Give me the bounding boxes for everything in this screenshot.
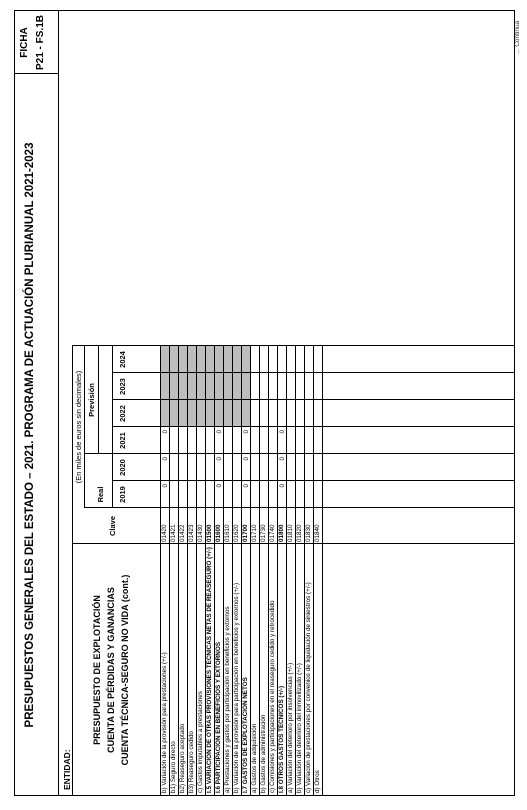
- value-cell[interactable]: [179, 346, 187, 372]
- value-cell[interactable]: [305, 373, 313, 399]
- value-cell[interactable]: [296, 373, 304, 399]
- value-cell[interactable]: [215, 400, 223, 426]
- row-code: 01421: [170, 524, 177, 542]
- value-cell[interactable]: [314, 454, 322, 480]
- value-cell[interactable]: [278, 400, 286, 426]
- value-cell[interactable]: [188, 454, 196, 480]
- value-cell[interactable]: [296, 400, 304, 426]
- row-description: c) Variación de prestaciones por convenios de liquidación de siniestros (+/-): [305, 582, 312, 793]
- row-description: d) Otros: [314, 770, 321, 793]
- row-code: 01810: [287, 524, 294, 542]
- value-cell[interactable]: [296, 454, 304, 480]
- row-description: b) Variación de la provisión para participación en beneficios y extornos (+/-): [233, 582, 240, 793]
- row-code: 01610: [224, 524, 231, 542]
- value-cell[interactable]: [188, 481, 196, 507]
- row-code: 01710: [251, 524, 258, 542]
- row-code: 01740: [269, 524, 276, 542]
- value-cell[interactable]: [305, 346, 313, 372]
- value-cell[interactable]: [224, 427, 232, 453]
- value-cell[interactable]: 0: [279, 430, 286, 434]
- value-cell[interactable]: [260, 400, 268, 426]
- value-cell[interactable]: [161, 400, 169, 426]
- value-cell[interactable]: [215, 373, 223, 399]
- value-cell[interactable]: [224, 346, 232, 372]
- value-cell[interactable]: [233, 481, 241, 507]
- value-cell[interactable]: [188, 427, 196, 453]
- value-cell[interactable]: [170, 400, 178, 426]
- row-description: I.8 OTROS GASTOS TÉCNICOS (+/-): [278, 685, 285, 793]
- value-cell[interactable]: [233, 400, 241, 426]
- real-line: [112, 346, 113, 508]
- value-cell[interactable]: [242, 373, 250, 399]
- units-label: (En miles de euros sin decimales): [74, 370, 83, 484]
- year-header-2022: 2022: [118, 405, 127, 422]
- value-cell[interactable]: [188, 373, 196, 399]
- value-cell[interactable]: [287, 400, 295, 426]
- row-description: c) Gastos imputables a prestaciones: [197, 691, 204, 793]
- value-cell[interactable]: [233, 454, 241, 480]
- value-cell[interactable]: [197, 427, 205, 453]
- prevision-header: Previsión: [87, 383, 96, 417]
- value-cell[interactable]: [224, 373, 232, 399]
- row-code: 01420: [161, 524, 168, 542]
- value-cell[interactable]: [224, 400, 232, 426]
- value-cell[interactable]: [224, 481, 232, 507]
- value-cell[interactable]: [260, 481, 268, 507]
- row-description: I.7 GASTOS DE EXPLOTACIÓN NETOS: [242, 677, 249, 793]
- row-code: 01430: [197, 524, 204, 542]
- value-cell[interactable]: [170, 427, 178, 453]
- value-cell[interactable]: 0: [243, 430, 250, 434]
- value-cell[interactable]: [206, 346, 214, 372]
- value-cell[interactable]: [224, 454, 232, 480]
- value-cell[interactable]: [260, 373, 268, 399]
- value-cell[interactable]: [179, 454, 187, 480]
- row-description: b2) Reaseguro aceptado: [179, 723, 186, 793]
- value-cell[interactable]: 0: [162, 430, 169, 434]
- row-description: b) Variación del deterioro del inmovilizado (+/-): [296, 663, 303, 793]
- value-cell[interactable]: [206, 400, 214, 426]
- value-cell[interactable]: [314, 481, 322, 507]
- value-cell[interactable]: [287, 373, 295, 399]
- continua-note: ... Continúa: [514, 20, 521, 54]
- value-cell[interactable]: [314, 427, 322, 453]
- value-cell[interactable]: [269, 346, 277, 372]
- value-cell[interactable]: [197, 346, 205, 372]
- table-title-3: CUENTA TÉCNICA-SEGURO NO VIDA (cont.): [120, 574, 130, 766]
- value-cell[interactable]: 0: [279, 484, 286, 488]
- row-description: a) Gastos de adquisición: [251, 723, 258, 793]
- value-cell[interactable]: [179, 481, 187, 507]
- value-cell[interactable]: [314, 346, 322, 372]
- row-description: c) Comisiones y participaciones en el reaseguro cedido y retrocedido: [269, 600, 276, 793]
- year-header-2019: 2019: [118, 486, 127, 503]
- value-cell[interactable]: [161, 373, 169, 399]
- row-code: 01500: [206, 524, 213, 542]
- value-cell[interactable]: [287, 427, 295, 453]
- value-cell[interactable]: [242, 400, 250, 426]
- value-cell[interactable]: 0: [243, 484, 250, 488]
- value-cell[interactable]: [197, 400, 205, 426]
- value-cell[interactable]: [179, 427, 187, 453]
- ficha-code: P21 - FS.1B: [35, 14, 46, 71]
- value-cell[interactable]: [269, 373, 277, 399]
- page-title: PRESUPUESTOS GENERALES DEL ESTADO – 2021. PROGRAMA DE ACTUACIÓN PLURIANUAL 2021-2023: [24, 142, 36, 728]
- value-cell[interactable]: 0: [216, 430, 223, 434]
- value-cell[interactable]: [251, 400, 259, 426]
- real-header: Real: [96, 486, 105, 503]
- value-cell[interactable]: [179, 400, 187, 426]
- value-cell[interactable]: 0: [216, 484, 223, 488]
- value-cell[interactable]: [206, 427, 214, 453]
- table-top: [72, 346, 73, 796]
- value-cell[interactable]: [197, 481, 205, 507]
- value-cell[interactable]: [197, 454, 205, 480]
- value-cell[interactable]: [206, 481, 214, 507]
- value-cell[interactable]: [233, 346, 241, 372]
- row-description: a) Prestaciones y gastos por participación en beneficios y extornos: [224, 606, 231, 793]
- row-description: b) Variación de la provisión para prestaciones (+/-): [161, 652, 168, 793]
- year-header-2023: 2023: [118, 378, 127, 395]
- value-cell[interactable]: [305, 481, 313, 507]
- row-code: 01700: [242, 524, 249, 542]
- value-cell[interactable]: [170, 346, 178, 372]
- value-cell[interactable]: [287, 346, 295, 372]
- table-title-2: CUENTA DE PÉRDIDAS Y GANANCIAS: [106, 587, 116, 753]
- row-description: b1) Seguro directo: [170, 741, 177, 793]
- value-cell[interactable]: [287, 481, 295, 507]
- value-cell[interactable]: [251, 346, 259, 372]
- value-cell[interactable]: [314, 400, 322, 426]
- row-code: 01422: [179, 524, 186, 542]
- entidad-label: ENTIDAD:: [62, 749, 72, 790]
- row-code: 01830: [305, 524, 312, 542]
- value-cell[interactable]: [206, 454, 214, 480]
- row-code: 01620: [233, 524, 240, 542]
- value-cell[interactable]: [251, 454, 259, 480]
- clave-header: Clave: [108, 516, 117, 537]
- value-cell[interactable]: [278, 373, 286, 399]
- value-cell[interactable]: [242, 346, 250, 372]
- value-cell[interactable]: [251, 373, 259, 399]
- value-cell[interactable]: [233, 373, 241, 399]
- value-cell[interactable]: [278, 346, 286, 372]
- value-cell[interactable]: [170, 373, 178, 399]
- value-cell[interactable]: [233, 427, 241, 453]
- value-cell[interactable]: [296, 346, 304, 372]
- row-code: 01730: [260, 524, 267, 542]
- value-cell[interactable]: [251, 427, 259, 453]
- value-cell[interactable]: [287, 454, 295, 480]
- year-header-2020: 2020: [118, 459, 127, 476]
- value-cell[interactable]: [305, 427, 313, 453]
- value-cell[interactable]: [170, 454, 178, 480]
- row-code: 01423: [188, 524, 195, 542]
- value-cell[interactable]: 0: [243, 457, 250, 461]
- row-description: I.5 VARIACIÓN DE OTRAS PROVISIONES TÉCNICAS NETAS DE REASEGURO (+/-): [206, 547, 213, 793]
- prevision-line: [98, 346, 99, 454]
- value-cell[interactable]: [197, 373, 205, 399]
- value-cell[interactable]: [260, 427, 268, 453]
- value-cell[interactable]: [305, 454, 313, 480]
- value-cell[interactable]: [188, 346, 196, 372]
- value-cell[interactable]: [269, 400, 277, 426]
- year-header-2021: 2021: [118, 432, 127, 449]
- value-cell[interactable]: [269, 481, 277, 507]
- row-code: 01840: [314, 524, 321, 542]
- value-cell[interactable]: [179, 373, 187, 399]
- value-cell[interactable]: 0: [216, 457, 223, 461]
- row-code: 01800: [278, 524, 285, 542]
- row-description: I.6 PARTICIPACIÓN EN BENEFICIOS Y EXTORNOS: [215, 642, 222, 793]
- row-line: [322, 346, 323, 796]
- row-description: a) Variación del deterioro por insolvencias (+/-): [287, 662, 294, 793]
- value-cell[interactable]: [260, 346, 268, 372]
- value-cell[interactable]: [260, 454, 268, 480]
- value-cell[interactable]: [314, 373, 322, 399]
- value-cell[interactable]: 0: [162, 457, 169, 461]
- table-title-1: PRESUPUESTO DE EXPLOTACIÓN: [92, 595, 102, 745]
- value-cell[interactable]: [269, 427, 277, 453]
- value-cell[interactable]: 0: [279, 457, 286, 461]
- units-line: [84, 346, 85, 508]
- value-cell[interactable]: [188, 400, 196, 426]
- value-cell[interactable]: [206, 373, 214, 399]
- value-cell[interactable]: [296, 427, 304, 453]
- row-description: b3) Reaseguro cedido: [188, 731, 195, 793]
- value-cell[interactable]: [161, 346, 169, 372]
- value-cell[interactable]: [215, 346, 223, 372]
- value-cell[interactable]: [305, 400, 313, 426]
- row-code: 01820: [296, 524, 303, 542]
- value-cell[interactable]: [251, 481, 259, 507]
- value-cell[interactable]: [269, 454, 277, 480]
- value-cell[interactable]: 0: [162, 484, 169, 488]
- row-code: 01600: [215, 524, 222, 542]
- ficha-label: FICHA: [19, 27, 30, 58]
- value-cell[interactable]: [170, 481, 178, 507]
- row-description: b) Gastos de administración: [260, 714, 267, 793]
- year-header-2024: 2024: [118, 351, 127, 368]
- value-cell[interactable]: [296, 481, 304, 507]
